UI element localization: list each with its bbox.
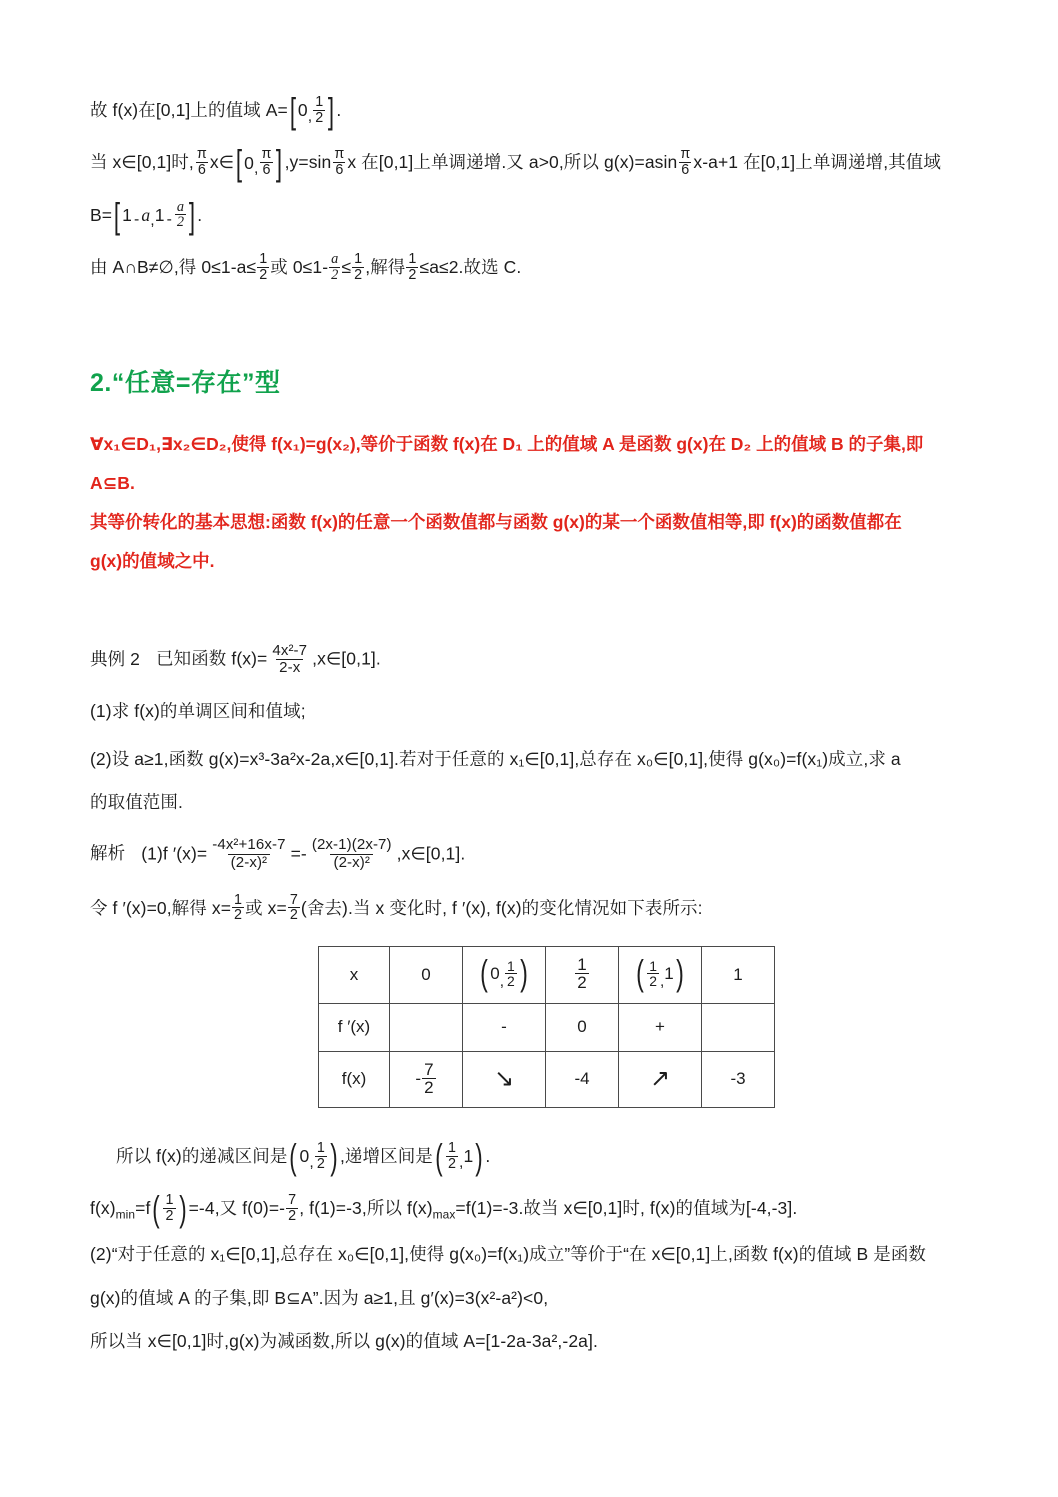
table-row-fprime [319, 1003, 775, 1051]
solution-line-intersection [90, 250, 980, 283]
text-run: 所以 f(x)的递减区间是 [116, 1145, 288, 1166]
solution-line-value-range-A [90, 91, 980, 131]
emphasis-block [90, 429, 980, 576]
emphasis-paragraph-2b: g(x)的值域之中. [90, 551, 215, 572]
interval-lower: 0 [244, 152, 254, 173]
bracket-left: [ [289, 91, 297, 131]
cell-fprime-interval-2: + [619, 1003, 702, 1051]
fraction-half-3: $\frac{1}{2}$ [408, 250, 417, 283]
text-run: 当 x∈[0,1]时, [90, 152, 194, 172]
solution-part2-line1: (2)“对于任意的 x₁∈[0,1],总存在 x₀∈[0,1],使得 g(x₀)=f(x₁)成立”等价于“在 x∈[0,1]上,函数 f(x)的值域 B 是函数 [90, 1244, 927, 1265]
cell-x-interval-1: ( 0 , $\frac{1}{2}$ ) [463, 946, 546, 1003]
solution-critical-points [90, 891, 980, 924]
cell-x-interval-2: ( $\frac{1}{2}$ , 1 ) [619, 946, 702, 1003]
cell-x-half: $\frac{1}{2}$ [546, 946, 619, 1003]
cell-row-label-fx: f(x) [319, 1051, 390, 1107]
text-run: ,解得 [365, 256, 406, 277]
fraction-root-seven-halves: $\frac{7}{2}$ [289, 891, 298, 924]
text-run: ,x∈[0,1]. [312, 649, 381, 670]
text-run: f(x) [90, 1197, 116, 1218]
example-label: 典例 2 [90, 649, 140, 670]
text-run: . [485, 1145, 491, 1166]
table-row-x [319, 946, 775, 1003]
period: . [336, 99, 342, 120]
emphasis-paragraph-1: ∀x₁∈D₁,∃x₂∈D₂,使得 f(x₁)=g(x₂),等价于函数 f(x)在 D₁ 上的值域 A 是函数 g(x)在 D₂ 上的值域 B 的子集,即 [90, 434, 924, 454]
fraction-pi-six-3: $\frac{\pi}{6}$ [334, 146, 345, 179]
minus-1: - [134, 211, 140, 229]
document-content [90, 91, 980, 1377]
param-a-1: a [141, 204, 151, 225]
cell-fprime-1 [702, 1003, 775, 1051]
emphasis-paragraph-1b: A⊆B. [90, 473, 135, 494]
cell-fx-decreasing-arrow [463, 1051, 546, 1107]
equals: = [290, 843, 301, 864]
b-lower-1: 1 [122, 204, 133, 225]
interval-comma: , [307, 107, 313, 125]
fraction-one-half: $\frac{1}{2}$ [315, 94, 324, 126]
text-run: ≤ [341, 256, 352, 277]
text-run: =f [135, 1197, 151, 1218]
solution-min-max [90, 1189, 980, 1230]
text-run: x-a+1 在[0,1]上单调递增,其值域 [693, 152, 941, 172]
fraction-derivative-factored: $\frac{(2x-1)(2x-7)}{\text{(2-x)²}}$ [311, 836, 392, 871]
section-spacer [90, 305, 980, 363]
interval-bracket-pi: [ 0 , $\frac{\pi}{6}$ ] [235, 143, 283, 184]
text-run: x∈ [209, 152, 235, 172]
solution-label: 解析 [90, 843, 126, 864]
interval-decreasing: ( 0 , $\frac{1}{2}$ ) [289, 1136, 338, 1177]
text-run: =-4,又 f(0)=- [188, 1197, 286, 1218]
cell-fprime-0 [390, 1003, 463, 1051]
solution-part2-line2: g(x)的值域 A 的子集,即 B⊆A”.因为 a≥1,且 g′(x)=3(x²-a²)<0, [90, 1287, 549, 1308]
cell-row-label-x: x [319, 946, 390, 1003]
fraction-seven-halves: $\frac{7}{2}$ [288, 1192, 297, 1224]
text-run: ,递增区间是 [339, 1145, 433, 1166]
subscript-min: min [115, 1207, 136, 1222]
example-question-2-line2: 的取值范围. [90, 792, 183, 813]
minus-sign: - [300, 843, 307, 864]
cell-fx-1: -3 [702, 1051, 775, 1107]
text-run: ,y=sin [284, 152, 332, 172]
arrow-up-icon: ↗ [649, 1065, 671, 1093]
interval-bracket-B: [ 1 - a , 1 - $\frac{a}{2}$ ] [114, 195, 196, 236]
cell-row-label-fprime: f ′(x) [319, 1003, 390, 1051]
text-run: 已知函数 f(x)= [156, 649, 268, 670]
solution-monotone-intervals [116, 1136, 980, 1177]
variation-table [318, 946, 775, 1108]
text-run: (舍去).当 x 变化时, f ′(x), f(x)的变化情况如下表所示: [300, 897, 703, 918]
cell-fx-min: -4 [546, 1051, 619, 1107]
text-run: ,x∈[0,1]. [396, 843, 466, 864]
emphasis-paragraph-2: 其等价转化的基本思想:函数 f(x)的任意一个函数值都与函数 g(x)的某一个函数值相等,即 f(x)的函数值都在 [90, 512, 902, 533]
period: . [197, 204, 203, 225]
b-upper-1: 1 [154, 204, 165, 225]
text-run: (1)f ′(x)= [141, 843, 208, 864]
text-run: , f(1)=-3,所以 f(x) [299, 1197, 433, 1218]
cell-x-0: 0 [390, 946, 463, 1003]
text-run: ≤a≤2.故选 C. [419, 256, 522, 277]
solution-derivative [90, 838, 980, 872]
after-table-spacer [90, 1108, 980, 1142]
variation-table-wrapper [318, 946, 980, 1108]
example-question-2-line1: (2)设 a≥1,函数 g(x)=x³-3a²x-2a,x∈[0,1].若对于任意的 x₁∈[0,1],总存在 x₀∈[0,1],使得 g(x₀)=f(x₁)成立,求 a [90, 748, 901, 769]
cell-fx-increasing-arrow [619, 1051, 702, 1107]
table-row-fx [319, 1051, 775, 1107]
text-run: B= [90, 204, 113, 225]
arrow-down-icon: ↘ [493, 1065, 515, 1093]
example-question-1: (1)求 f(x)的单调区间和值域; [90, 701, 306, 722]
fraction-half-1: $\frac{1}{2}$ [259, 250, 268, 283]
fraction-pi-six-2: $\frac{\pi}{6}$ [261, 146, 272, 179]
cell-fprime-half: 0 [546, 1003, 619, 1051]
interval-bracket-A [288, 91, 337, 131]
subscript-max: max [432, 1207, 456, 1222]
solution-line-monotone-increase [90, 143, 980, 184]
paren-half-1: ( $\frac{1}{2}$ ) [152, 1189, 187, 1230]
fraction-a-half: $\frac{a}{2}$ [331, 250, 339, 283]
text-run: 或 x= [245, 897, 287, 918]
text-run: 或 0≤1- [270, 256, 329, 277]
interval-increasing: ( $\frac{1}{2}$ , 1 ) [435, 1136, 484, 1177]
solution-part2-line3: 所以当 x∈[0,1]时,g(x)为减函数,所以 g(x)的值域 A=[1-2a-3a²,-2a]. [90, 1331, 598, 1352]
example-stem [90, 643, 980, 677]
cell-x-1: 1 [702, 946, 775, 1003]
cell-fx-0: - $\frac{7}{2}$ [390, 1051, 463, 1107]
text-run: x 在[0,1]上单调递增.又 a>0,所以 g(x)=asin [347, 152, 678, 172]
fraction-pi-six-1: $\frac{\pi}{6}$ [196, 146, 207, 179]
fraction-a-over-2: $\frac{a}{2}$ [176, 198, 185, 231]
cell-fprime-interval-1: - [463, 1003, 546, 1051]
minus-2: - [166, 211, 172, 229]
fraction-fx-definition: $\frac{\text{4x²-7}}{2-x}$ [272, 641, 308, 677]
text-run: =f(1)=-3.故当 x∈[0,1]时, f(x)的值域为[-4,-3]. [455, 1197, 798, 1218]
solution-line-set-B [90, 195, 980, 236]
text-run: 令 f ′(x)=0,解得 x= [90, 897, 232, 918]
fraction-derivative-expanded: $\frac{\text{-4x²+16x-7}}{\text{(2-x)²}}$ [212, 836, 286, 871]
fraction-half-2: $\frac{1}{2}$ [354, 250, 363, 283]
fraction-pi-six-4: $\frac{\pi}{6}$ [680, 146, 691, 179]
interval-comma: , [150, 212, 155, 230]
example-spacer [90, 585, 980, 643]
bracket-right: ] [328, 91, 335, 131]
fraction-root-half: $\frac{1}{2}$ [234, 891, 243, 924]
interval-lower: 0 [297, 100, 308, 121]
section-heading: 2.“任意=存在”型 [90, 369, 281, 397]
text-run: 故 f(x)在[0,1]上的值域 A= [90, 99, 288, 120]
text-run: 由 A∩B≠∅,得 0≤1-a≤ [90, 256, 257, 277]
